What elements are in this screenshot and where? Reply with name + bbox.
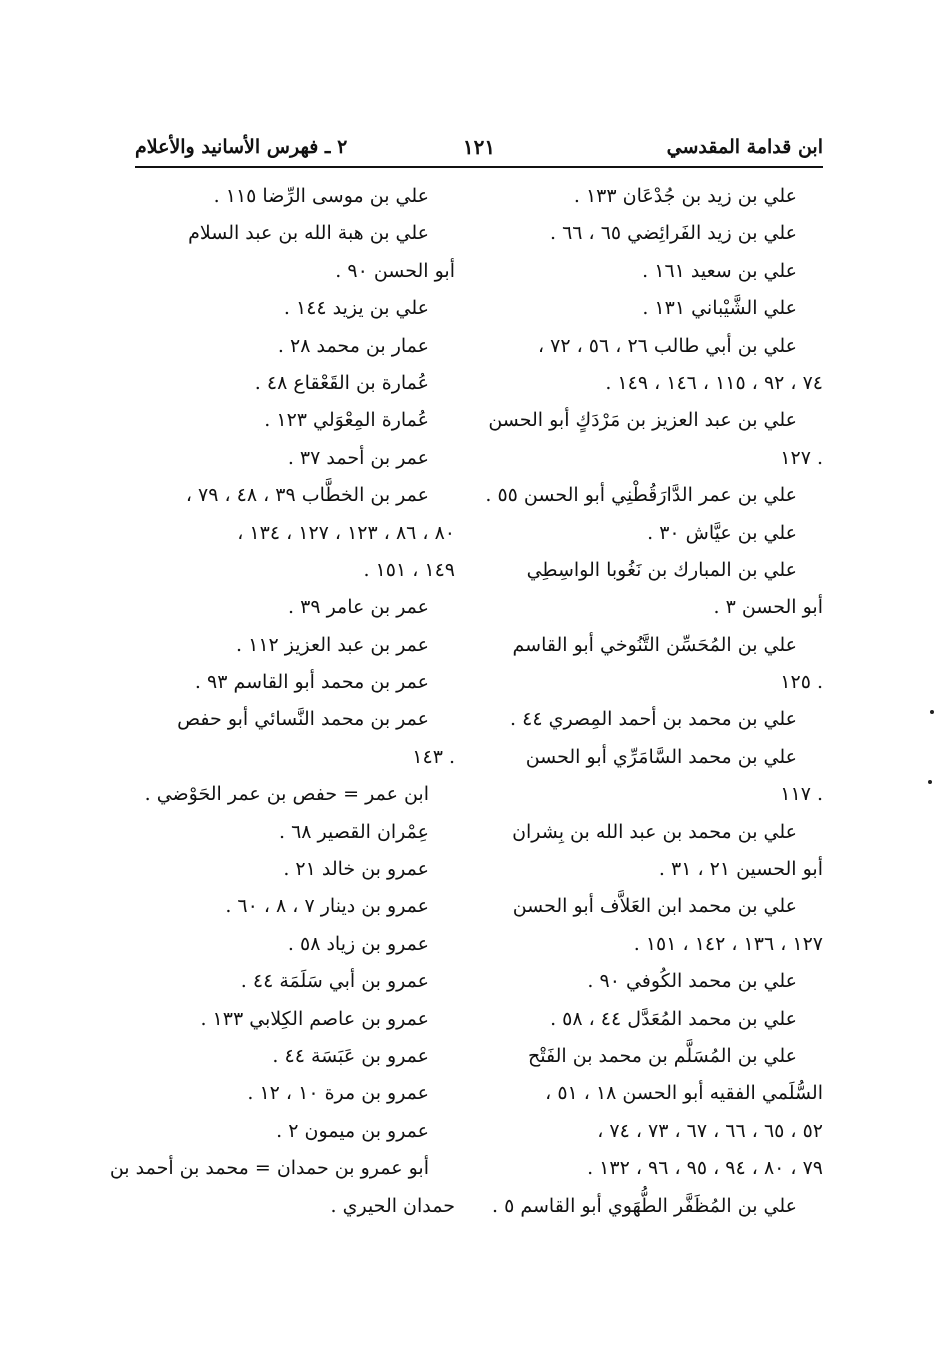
index-entry-line: عمرو بن مرة ١٠ ، ١٢ . (247, 1082, 429, 1105)
index-entry-line: حمدان الحيري . (330, 1194, 455, 1217)
section-title: ٢ ـ فهرس الأسانيد والأعلام (135, 136, 348, 158)
scan-speck (928, 780, 932, 784)
index-column-right (485, 178, 823, 1225)
header-rule (135, 166, 823, 168)
index-entry-line: علي الشَّيْباني ١٣١ . (642, 297, 797, 320)
index-entry-line: ٧٩ ، ٨٠ ، ٩٤ ، ٩٥ ، ٩٦ ، ١٣٢ . (587, 1157, 823, 1180)
index-entry-line: عمر بن محمد أبو القاسم ٩٣ . (194, 671, 429, 694)
index-entry-line: عمر بن عبد العزيز ١١٢ . (236, 633, 429, 656)
index-entry-line: أبو الحسن ٣ . (713, 596, 823, 619)
index-entry-line: علي بن محمد المُعَدَّل ٤٤ ، ٥٨ . (550, 1007, 797, 1030)
index-entry-line: عمر بن الخطَّاب ٣٩ ، ٤٨ ، ٧٩ ، (185, 484, 429, 507)
index-entry-line: السُّلَمي الفقيه أبو الحسن ١٨ ، ٥١ ، (545, 1082, 823, 1105)
scan-speck (930, 710, 934, 714)
index-entry-line: علي بن يزيد ١٤٤ . (283, 297, 429, 320)
index-entry-line: ٨٠ ، ٨٦ ، ١٢٣ ، ١٢٧ ، ١٣٤ ، (237, 521, 455, 544)
index-entry-line: علي بن المُسَلَّم بن محمد بن الفَتْح (528, 1044, 797, 1067)
book-title: ابن قدامة المقدسي (666, 136, 823, 158)
index-entry-line: علي بن محمد بن أحمد المِصري ٤٤ . (510, 708, 797, 731)
index-entry-line: عِمْران القصير ٦٨ . (278, 820, 429, 843)
index-entry-line: عُمارة بن القَعْقاع ٤٨ . (254, 371, 429, 394)
page-number: ١٢١ (462, 135, 496, 159)
index-entry-line: علي بن عمر الدَّارَقُطْنِي أبو الحسن ٥٥ . (485, 484, 797, 507)
index-column-left (109, 178, 455, 1225)
index-entry-line: عمرو بن عاصم الكِلابي ١٣٣ . (200, 1007, 429, 1030)
index-entry-line: علي بن المُظَفَّر الطُّهَوي أبو القاسم ٥ . (491, 1194, 797, 1217)
index-entry-line: علي بن محمد ابن العَلاَّف أبو الحسن (512, 895, 797, 918)
index-entry-line: ٧٤ ، ٩٢ ، ١١٥ ، ١٤٦ ، ١٤٩ . (605, 371, 823, 394)
index-entry-line: علي بن أبي طالب ٢٦ ، ٥٦ ، ٧٢ ، (537, 334, 797, 357)
index-entry-line: . ١١٧ (780, 783, 823, 806)
index-entry-line: عمرو بن خالد ٢١ . (283, 858, 429, 881)
index-entry-line: عمر بن محمد النَّسائي أبو حفص (177, 708, 429, 731)
index-entry-line: أبو الحسين ٢١ ، ٣١ . (658, 858, 823, 881)
index-entry-line: . ١٤٣ (412, 745, 455, 768)
index-entry-line: علي بن زيد بن جُدْعَان ١٣٣ . (573, 185, 797, 207)
index-entry-line: عمرو بن دينار ٧ ، ٨ ، ٦٠ . (225, 895, 429, 918)
index-entry-line: عمر بن عامر ٣٩ . (288, 596, 429, 619)
index-entry-line: عمرو بن أبي سَلَمَة ٤٤ . (240, 970, 429, 993)
index-entry-line: . ١٢٧ (780, 446, 823, 469)
index-entry-line: علي بن عيَّاش ٣٠ . (647, 521, 797, 544)
index-entry-line: علي بن سعيد ١٦١ . (642, 259, 797, 282)
index-entry-line: علي بن المبارك بن نَغُوبا الواسِطِي (526, 558, 797, 581)
index-entry-line: علي بن المُحَسِّن التَّنُوخي أبو القاسم (512, 633, 797, 656)
index-entry-line: علي بن محمد السَّامَرِّي أبو الحسن (525, 745, 797, 768)
index-entry-line: علي بن محمد الكُوفي ٩٠ . (587, 970, 797, 993)
index-entry-line: عمر بن أحمد ٣٧ . (287, 446, 429, 469)
page-header (135, 130, 823, 164)
index-entry-line: علي بن زيد الفَرائِضي ٦٥ ، ٦٦ . (549, 222, 797, 245)
index-entry-line: علي بن موسى الرِّضا ١١٥ . (213, 185, 429, 207)
index-entry-line: عمرو بن ميمون ٢ . (276, 1119, 429, 1142)
index-entry-line: عُمارة المِعْوَلي ١٢٣ . (264, 409, 429, 432)
index-entry-line: . ١٢٥ (780, 671, 823, 694)
index-entry-line: عمرو بن عَبَسَة ٤٤ . (272, 1044, 429, 1067)
index-entry-line: علي بن عبد العزيز بن مَرْدَكٍ أبو الحسن (488, 409, 797, 432)
index-entry-line: علي بن هبة الله بن عبد السلام (188, 222, 429, 245)
index-entry-line: أبو الحسن ٩٠ . (335, 259, 455, 282)
index-entry-line: ١٢٧ ، ١٣٦ ، ١٤٢ ، ١٥١ . (633, 932, 823, 955)
index-entry-line: علي بن محمد بن عبد الله بن بِشران (512, 820, 797, 843)
index-entry-line: ابن عمر = حفص بن عمر الحَوْضي . (144, 783, 429, 806)
index-entry-line: عمار بن محمد ٢٨ . (277, 334, 429, 357)
index-entry-line: ٥٢ ، ٦٥ ، ٦٦ ، ٦٧ ، ٧٣ ، ٧٤ ، (597, 1119, 823, 1142)
index-entry-line: أبو عمرو بن حمدان = محمد بن أحمد بن (109, 1157, 429, 1180)
index-entry-line: عمرو بن زياد ٥٨ . (287, 932, 429, 955)
index-entry-line: ١٤٩ ، ١٥١ . (363, 558, 455, 581)
